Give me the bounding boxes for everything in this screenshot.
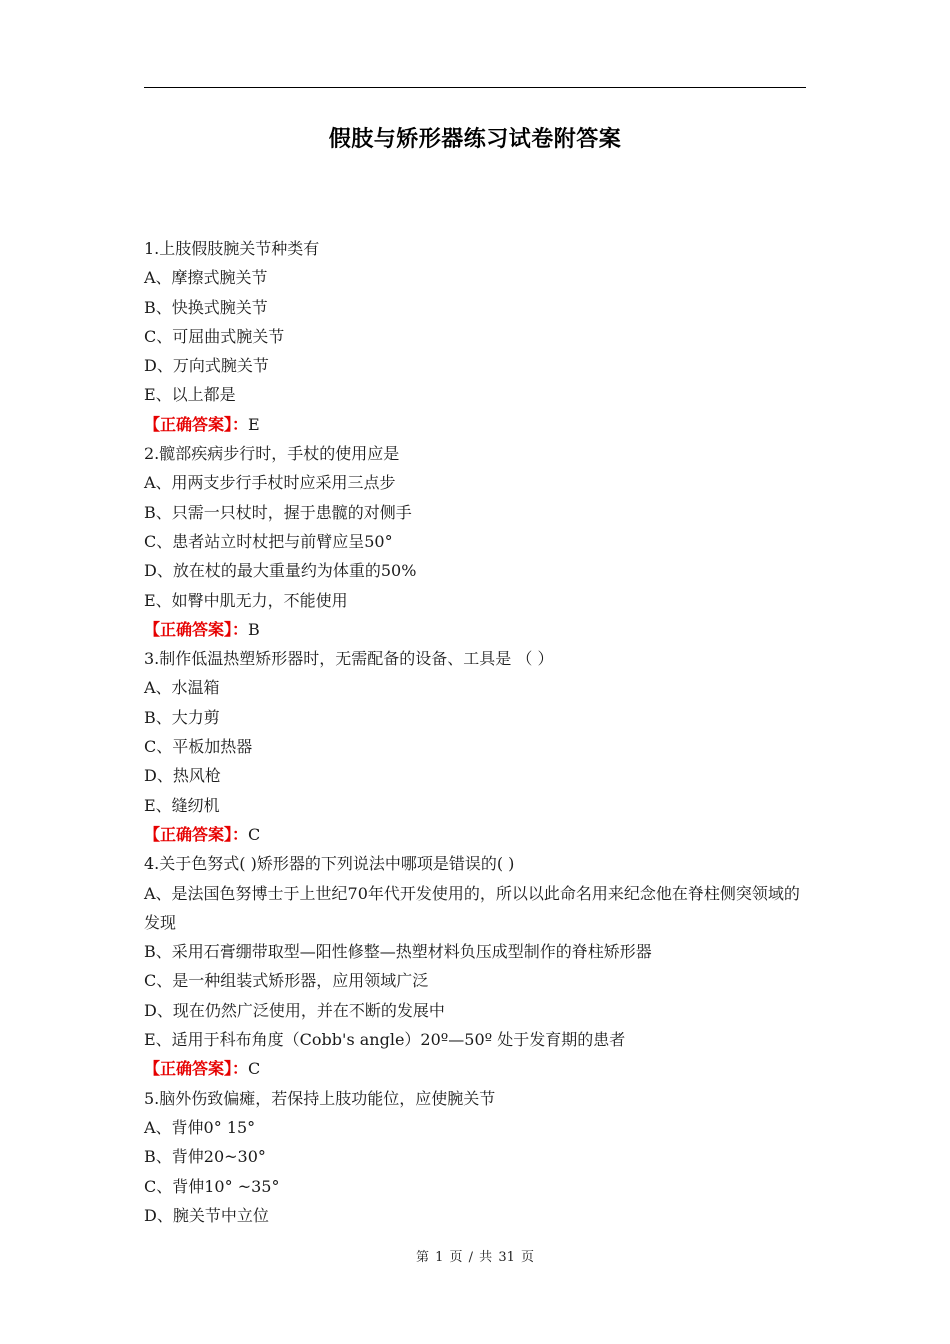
answer-line (144, 820, 806, 849)
question-stem: 2.髋部疾病步行时，手杖的使用应是 (144, 444, 400, 464)
question-option: C、平板加热器 (144, 737, 253, 757)
question-option: B、只需一只杖时，握于患髋的对侧手 (144, 502, 412, 522)
question-5 (144, 1084, 806, 1230)
question-option: E、如臀中肌无力，不能使用 (144, 590, 348, 610)
question-list (144, 234, 806, 1230)
answer-label: 【正确答案】： (144, 619, 249, 639)
question-option: B、采用石膏绷带取型—阳性修整—热塑材料负压成型制作的脊柱矫形器 (144, 942, 652, 962)
question-option: B、大力剪 (144, 707, 220, 727)
question-stem: 4.关于色努式( )矫形器的下列说法中哪项是错误的( ) (144, 854, 515, 874)
answer-value: C (248, 824, 261, 844)
answer-label: 【正确答案】： (144, 824, 249, 844)
answer-line (144, 615, 806, 644)
question-option: D、现在仍然广泛使用，并在不断的发展中 (144, 1000, 445, 1020)
answer-label: 【正确答案】： (144, 1059, 249, 1079)
document-title: 假肢与矫形器练习试卷附答案 (328, 126, 622, 152)
question-option: B、背伸20~30° (144, 1147, 266, 1167)
question-option: C、可屈曲式腕关节 (144, 326, 285, 346)
question-option: A、摩擦式腕关节 (144, 268, 268, 288)
answer-line (144, 410, 806, 439)
question-option: E、缝纫机 (144, 795, 220, 815)
answer-label: 【正确答案】： (144, 414, 249, 434)
answer-line (144, 1054, 806, 1083)
question-option: C、是一种组装式矫形器，应用领域广泛 (144, 971, 429, 991)
question-option: D、万向式腕关节 (144, 356, 269, 376)
question-option: E、以上都是 (144, 385, 236, 405)
question-stem: 1.上肢假肢腕关节种类有 (144, 239, 320, 258)
question-option: D、腕关节中立位 (144, 1205, 269, 1225)
question-stem: 3.制作低温热塑矫形器时，无需配备的设备、工具是 （ ） (144, 649, 554, 669)
question-1 (144, 234, 806, 439)
question-option: E、适用于科布角度（Cobb's angle）20º—50º 处于发育期的患者 (144, 1030, 626, 1050)
question-option: D、热风枪 (144, 766, 221, 786)
page-footer: 第 1 页 / 共 31 页 (416, 1250, 534, 1265)
question-option: C、背伸10° ~35° (144, 1176, 280, 1196)
question-option: A、水温箱 (144, 678, 220, 698)
question-3 (144, 644, 806, 849)
question-option: A、用两支步行手杖时应采用三点步 (144, 473, 396, 493)
answer-value: E (248, 414, 260, 434)
question-option: C、患者站立时杖把与前臂应呈50° (144, 531, 393, 551)
header-rule (144, 87, 806, 88)
question-option: A、背伸0° 15° (144, 1117, 256, 1137)
answer-value: C (248, 1059, 261, 1079)
question-2 (144, 439, 806, 644)
question-option: B、快换式腕关节 (144, 297, 268, 317)
question-option: A、是法国色努博士于上世纪70年代开发使用的，所以以此命名用来纪念他在脊柱侧突领域的发现 (144, 883, 800, 932)
question-stem: 5.脑外伤致偏瘫，若保持上肢功能位，应使腕关节 (144, 1088, 496, 1108)
answer-value: B (248, 619, 260, 639)
question-option: D、放在杖的最大重量约为体重的50% (144, 561, 417, 581)
question-4 (144, 849, 806, 1083)
